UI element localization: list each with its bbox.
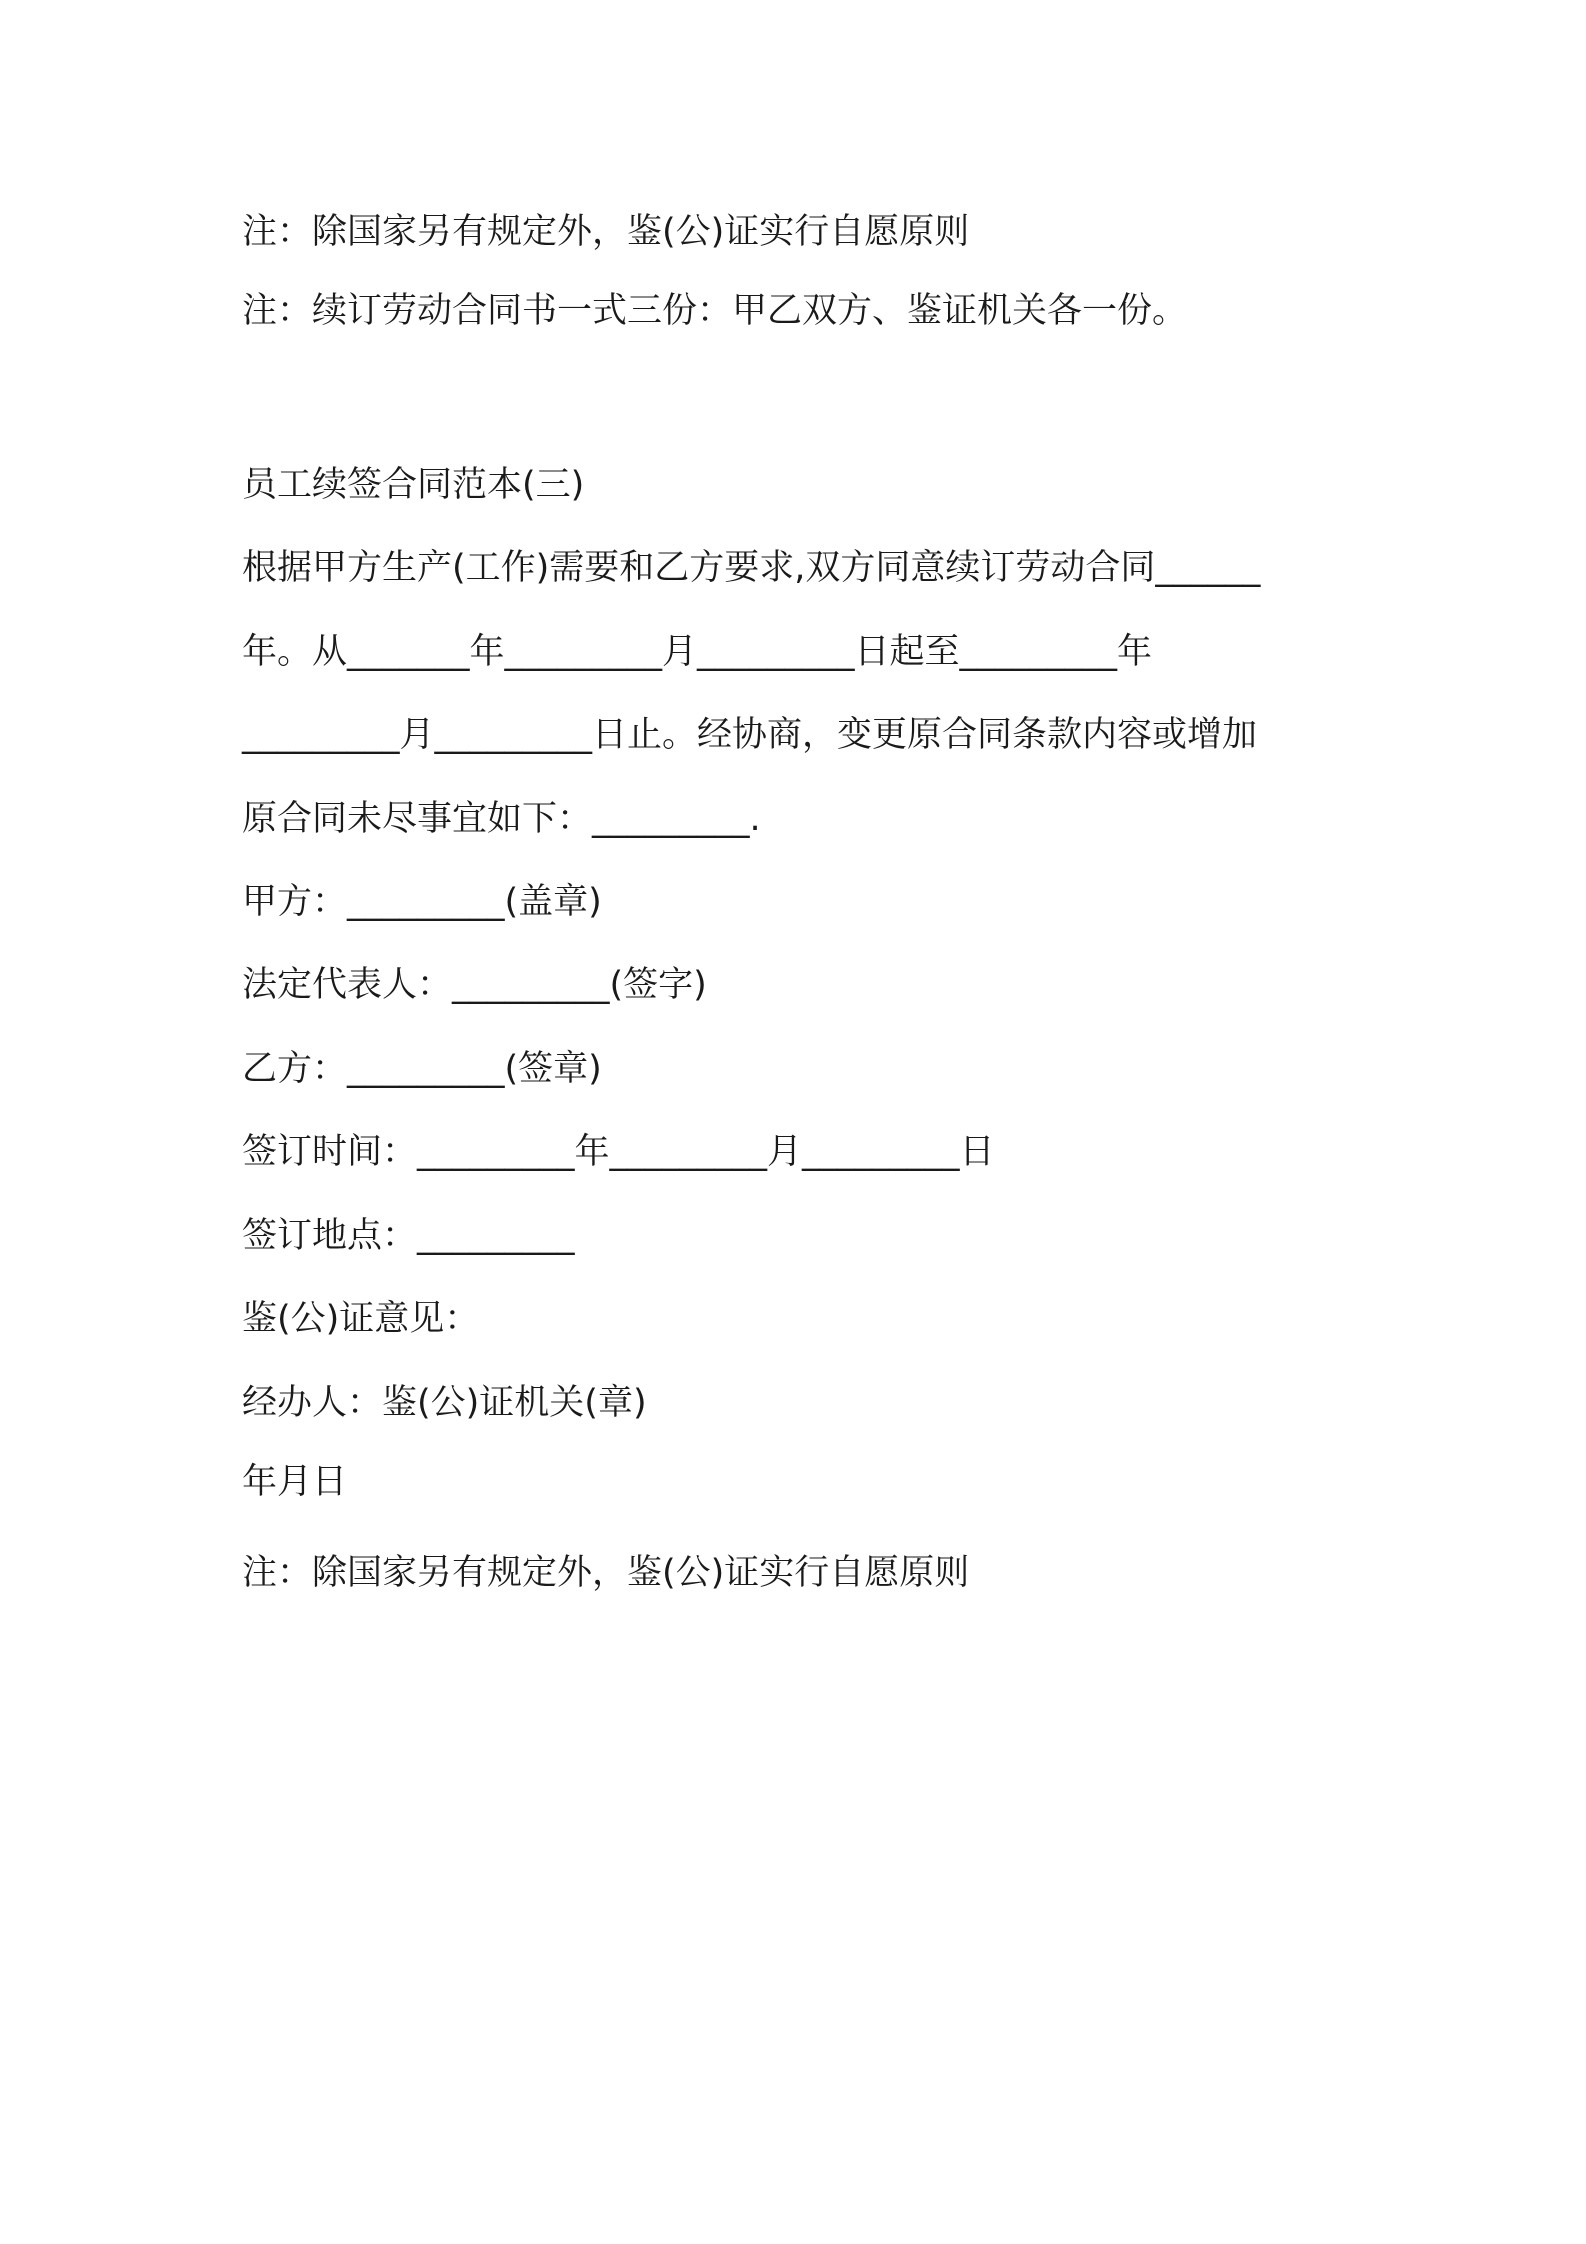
- date-line: 年月日: [242, 1462, 348, 1502]
- section-title: 员工续签合同范本(三): [242, 465, 585, 505]
- body-line-3: _________月_________日止。经协商，变更原合同条款内容或增加: [242, 715, 1258, 755]
- note-top-2: 注：续订劳动合同书一式三份：甲乙双方、鉴证机关各一份。: [242, 291, 1188, 331]
- sign-place-line: 签订地点：_________: [242, 1216, 575, 1256]
- note-top-1: 注：除国家另有规定外，鉴(公)证实行自愿原则: [242, 212, 970, 252]
- sign-date-line: 签订时间：_________年_________月_________日: [242, 1132, 995, 1172]
- note-bottom: 注：除国家另有规定外，鉴(公)证实行自愿原则: [242, 1553, 970, 1593]
- handler-line: 经办人：鉴(公)证机关(章): [242, 1383, 647, 1423]
- body-line-1: 根据甲方生产(工作)需要和乙方要求,双方同意续订劳动合同______: [242, 548, 1261, 588]
- body-line-2: 年。从_______年_________月_________日起至_________年: [242, 632, 1153, 672]
- body-line-4: 原合同未尽事宜如下：_________.: [242, 799, 761, 839]
- notary-opinion-line: 鉴(公)证意见：: [242, 1299, 480, 1339]
- party-b-line: 乙方：_________(签章): [242, 1049, 602, 1089]
- party-a-line: 甲方：_________(盖章): [242, 882, 602, 922]
- legal-rep-line: 法定代表人：_________(签字): [242, 965, 707, 1005]
